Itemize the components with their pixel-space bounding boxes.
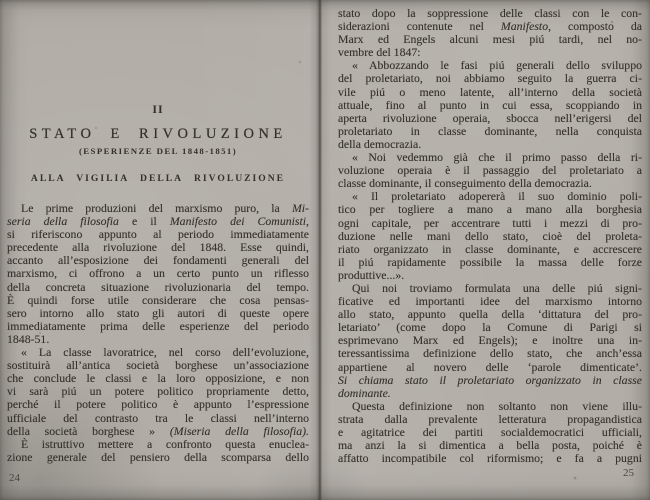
text-segment: immediatamente prima delle esperienze del periodo [7, 318, 309, 333]
text-line [7, 451, 309, 464]
text-segment: affatto incompatibile col riformismo; e fa a pugni [338, 451, 642, 466]
text-segment: allo stato, appunto quella della ‘dittatura del pro- [338, 307, 642, 322]
text-segment: « La classe lavoratrice, nel corso dell’evoluzione, [21, 345, 309, 360]
text-segment: « Abbozzando le fasi piú generali dello sviluppo [352, 58, 642, 73]
text-segment: riato organizzato in classe dominante, e accrescere [338, 241, 642, 256]
text-segment: perché il potere politico è appunto l’espressione [7, 397, 309, 412]
italic-text-segment: Manifesto [500, 19, 549, 34]
italic-text-segment: Mi- [291, 201, 309, 215]
text-segment: « Noi vedemmo già che il primo passo della ri- [352, 150, 642, 165]
text-segment: strata dalla prevalente letteratura propagandistica [338, 411, 642, 426]
text-segment: , composto da [548, 19, 642, 34]
text-segment: siderazioni contenute nel [338, 19, 501, 34]
text-segment: ficative ed importanti idee del marxismo intorno [338, 294, 642, 309]
text-segment: classe dominante, il conseguimento della democrazia. [338, 176, 592, 191]
text-segment: sero intorno allo stato gli autori di queste opere [7, 305, 309, 320]
text-segment: aperta rivoluzione operaia, sbocca nell’erigersi del [338, 110, 642, 125]
text-segment: Marx ed Engels alcuni mesi piú tardi, nel no- [338, 32, 642, 47]
text-segment: appartiene al novero delle ‘parole dimenticate’. [338, 359, 642, 374]
left-page-number: 24 [9, 472, 20, 484]
left-page [0, 0, 316, 500]
text-segment: della società borghese » [7, 423, 170, 438]
text-segment: È istruttivo mettere a confronto questa enuclea- [21, 436, 309, 451]
text-segment: che conclude le classi e la loro opposizione, e non [7, 371, 309, 386]
text-segment: del proletariato, noi abbiamo seguito la guerra ci- [338, 71, 642, 86]
right-page [330, 0, 650, 500]
right-page-text [338, 7, 642, 465]
text-line [7, 320, 309, 333]
italic-text-segment: seria della filosofia [7, 214, 119, 229]
text-segment: marxismo, ci offrono a un certo punto un riflesso [7, 266, 309, 281]
text-segment: il piú rapidamente possibile la massa delle forze [338, 254, 642, 269]
text-segment: È quindi forse utile considerare che cosa pensas- [7, 292, 309, 307]
text-segment: vembre del 1847: [338, 45, 421, 60]
text-segment: sostituirà all’antica società borghese un’associazione [7, 358, 309, 373]
text-segment: e il [118, 214, 170, 229]
text-segment: accanto all’esposizione dei fondamenti generali del [7, 253, 309, 268]
text-segment: della democrazia. [338, 136, 422, 151]
text-segment: teressantissima definizione dello stato, che anch’essa [338, 346, 642, 361]
text-segment: esprimevano Marx ed Engels); e inoltre una in- [338, 333, 642, 348]
text-segment: ma anzi la si dimentica a bella posta, poiché è [338, 438, 642, 453]
text-segment: ufficiale del contrasto tra le classi nell’interno [7, 410, 309, 425]
text-segment: zione generale del pensiero della scomparsa dello [7, 449, 309, 464]
text-segment: proletariato in classe dominante, nella conquista [338, 123, 642, 138]
text-segment: produttive...». [338, 267, 405, 282]
chapter-subtitle: (ESPERIENZE DEL 1848-1851) [78, 146, 238, 156]
left-page-text [7, 202, 309, 464]
text-segment: vi sarà piú un potere politico propriamente detto, [7, 384, 309, 399]
text-segment: tico per togliere a mano a mano alla borghesia [338, 202, 642, 217]
text-segment: , [306, 214, 309, 229]
text-segment: attuale, fino al punto in cui essa, scoppiando in [338, 97, 642, 112]
text-segment: Le prime produzioni del marxismo puro, la [21, 201, 292, 215]
text-segment: duzione nelle mani dello stato, cioè del proleta- [338, 228, 642, 243]
chapter-number: II [152, 102, 164, 116]
text-segment: Qui noi troviamo formulata una delle piú signi- [352, 280, 642, 295]
text-segment: ogni capitale, per accentrare tutti i mezzi di pro- [338, 215, 642, 230]
right-page-number: 25 [623, 467, 634, 479]
italic-text-segment: Si chiama stato il proletariato organizzato in classe [338, 372, 642, 387]
text-segment: precedente alla rivoluzione del 1848. Esse quindi, [7, 240, 309, 255]
chapter-title: STATO E RIVOLUZIONE [29, 126, 287, 142]
text-segment: si riferiscono appunto al periodo immediatamente [7, 227, 309, 242]
text-segment: vile piú o meno latente, all’interno della società [338, 84, 642, 99]
text-segment: stato dopo la soppressione delle classi con le con- [338, 6, 642, 20]
text-segment: letariato’ (come dopo la Comune di Parigi si [338, 320, 642, 335]
section-heading: ALLA VIGILIA DELLA RIVOLUZIONE [30, 173, 286, 184]
text-segment: voluzione operaia è il passaggio del proletariato a [338, 163, 642, 178]
text-segment: e agitatrice dei partiti socialdemocratici ufficiali, [338, 425, 642, 439]
italic-text-segment: Manifesto dei Comunisti [169, 214, 307, 229]
text-segment: Questa definizione non soltanto non viene illu- [352, 398, 642, 413]
text-segment: « Il proletariato adopererà il suo dominio poli- [352, 189, 642, 204]
text-segment: 1848-51. [7, 331, 50, 346]
text-segment: della concreta situazione rivoluzionaria del tempo. [7, 279, 309, 294]
text-line [338, 452, 642, 465]
italic-text-segment: dominante. [338, 385, 391, 400]
italic-text-segment: (Miseria della filosofia). [169, 423, 310, 438]
